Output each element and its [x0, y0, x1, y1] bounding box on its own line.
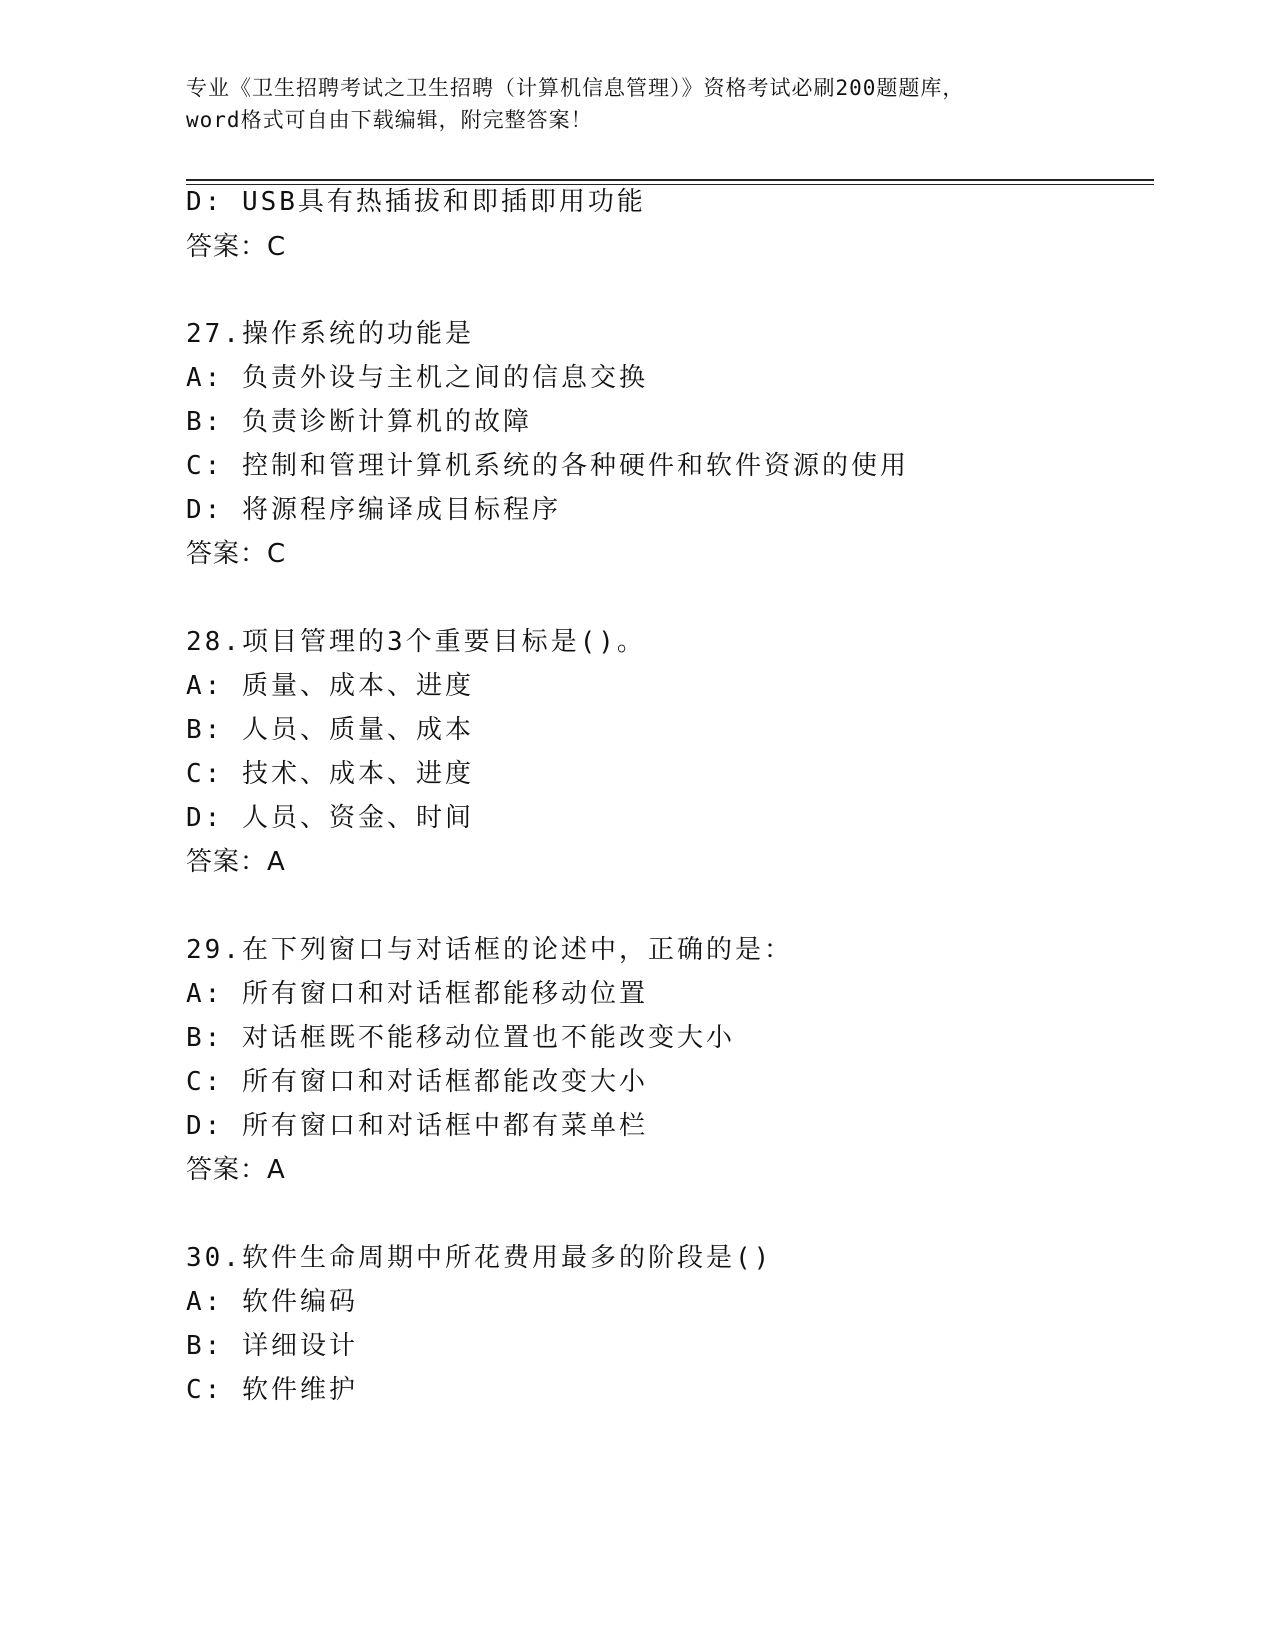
header-title-line-2: word格式可自由下载编辑，附完整答案！	[186, 108, 593, 132]
q29-question: 29.在下列窗口与对话框的论述中，正确的是：	[186, 935, 793, 965]
q27-answer: 答案：C	[186, 539, 287, 569]
q28-question: 28.项目管理的3个重要目标是()。	[186, 627, 646, 657]
q29-option-c: C: 所有窗口和对话框都能改变大小	[186, 1067, 648, 1097]
q28-option-b: B: 人员、质量、成本	[186, 715, 474, 745]
q27-option-d: D: 将源程序编译成目标程序	[186, 495, 561, 525]
q27-option-b: B: 负责诊断计算机的故障	[186, 407, 532, 437]
q28-option-a: A: 质量、成本、进度	[186, 671, 474, 701]
q30-option-b: B: 详细设计	[186, 1331, 358, 1361]
q30-question: 30.软件生命周期中所花费用最多的阶段是()	[186, 1243, 773, 1273]
header-title-line-1: 专业《卫生招聘考试之卫生招聘（计算机信息管理）》资格考试必刷200题题库，	[186, 76, 965, 100]
header-divider-thin	[186, 184, 1154, 185]
prev-answer: 答案：C	[186, 232, 287, 262]
q29-option-a: A: 所有窗口和对话框都能移动位置	[186, 979, 648, 1009]
q28-option-c: C: 技术、成本、进度	[186, 759, 474, 789]
q29-option-d: D: 所有窗口和对话框中都有菜单栏	[186, 1111, 648, 1141]
q27-question: 27.操作系统的功能是	[186, 319, 474, 349]
prev-option-d: D: USB具有热插拔和即插即用功能	[186, 187, 646, 217]
q27-option-c: C: 控制和管理计算机系统的各种硬件和软件资源的使用	[186, 451, 909, 481]
q28-option-d: D: 人员、资金、时间	[186, 803, 474, 833]
q27-option-a: A: 负责外设与主机之间的信息交换	[186, 363, 648, 393]
q28-answer: 答案：A	[186, 847, 286, 877]
document-header	[186, 72, 1086, 136]
q30-option-a: A: 软件编码	[186, 1287, 358, 1317]
q29-option-b: B: 对话框既不能移动位置也不能改变大小	[186, 1023, 735, 1053]
q29-answer: 答案：A	[186, 1155, 286, 1185]
q30-option-c: C: 软件维护	[186, 1375, 358, 1405]
header-divider-thick	[186, 179, 1154, 181]
